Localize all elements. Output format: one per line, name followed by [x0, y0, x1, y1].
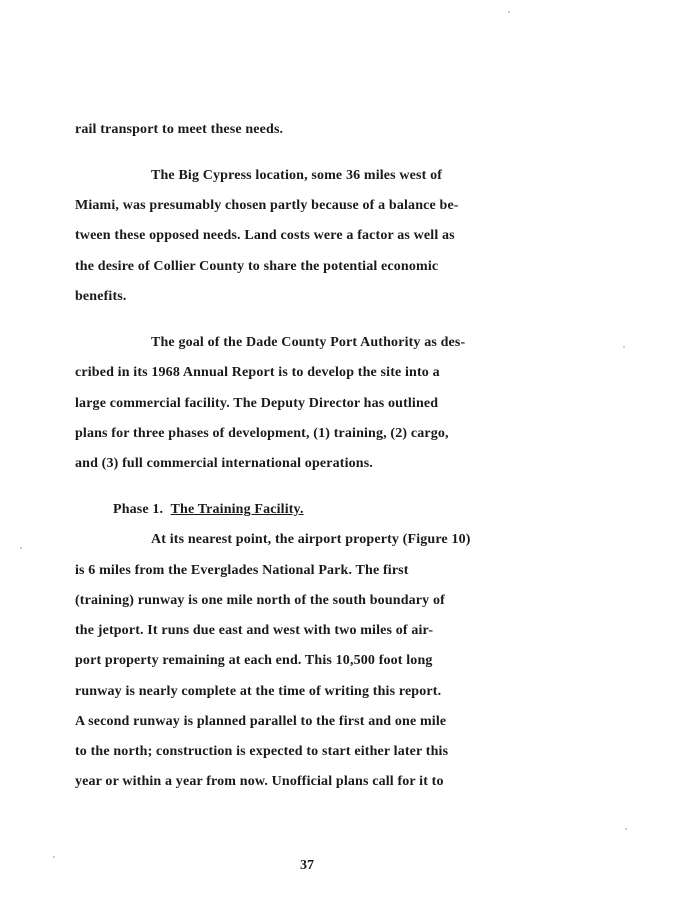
text-line: A second runway is planned parallel to the first and one mile	[75, 714, 447, 729]
text-line: large commercial facility. The Deputy Director has outlined	[75, 396, 439, 411]
text-line: benefits.	[75, 289, 127, 304]
text-line: plans for three phases of development, (1) training, (2) cargo,	[75, 426, 449, 441]
text-line: tween these opposed needs. Land costs were a factor as well as	[75, 228, 455, 243]
section-heading	[113, 501, 304, 519]
page-number: 37	[300, 858, 314, 873]
text-line: At its nearest point, the airport property (Figure 10)	[151, 532, 471, 547]
scan-speck	[625, 828, 627, 830]
text-line: rail transport to meet these needs.	[75, 122, 284, 137]
text-line: The Big Cypress location, some 36 miles west of	[151, 168, 443, 183]
scan-speck	[623, 346, 625, 348]
scan-speck	[53, 856, 55, 858]
scan-speck	[20, 547, 22, 549]
text-line: (training) runway is one mile north of the south boundary of	[75, 593, 445, 608]
text-line: Miami, was presumably chosen partly because of a balance be-	[75, 198, 459, 213]
text-line: The goal of the Dade County Port Authority as des-	[151, 335, 466, 350]
text-line: runway is nearly complete at the time of writing this report.	[75, 684, 442, 699]
phase-title: The Training Facility.	[170, 502, 304, 517]
text-line: port property remaining at each end. This 10,500 foot long	[75, 653, 433, 668]
text-line: the jetport. It runs due east and west with two miles of air-	[75, 623, 434, 638]
text-line: the desire of Collier County to share the potential economic	[75, 259, 439, 274]
text-line: is 6 miles from the Everglades National Park. The first	[75, 563, 409, 578]
text-line: to the north; construction is expected to start either later this	[75, 744, 449, 759]
text-line: cribed in its 1968 Annual Report is to develop the site into a	[75, 365, 440, 380]
scan-speck	[508, 11, 510, 13]
text-line: year or within a year from now. Unofficial plans call for it to	[75, 774, 444, 789]
text-line: and (3) full commercial international operations.	[75, 456, 373, 471]
phase-label: Phase 1.	[113, 502, 164, 517]
